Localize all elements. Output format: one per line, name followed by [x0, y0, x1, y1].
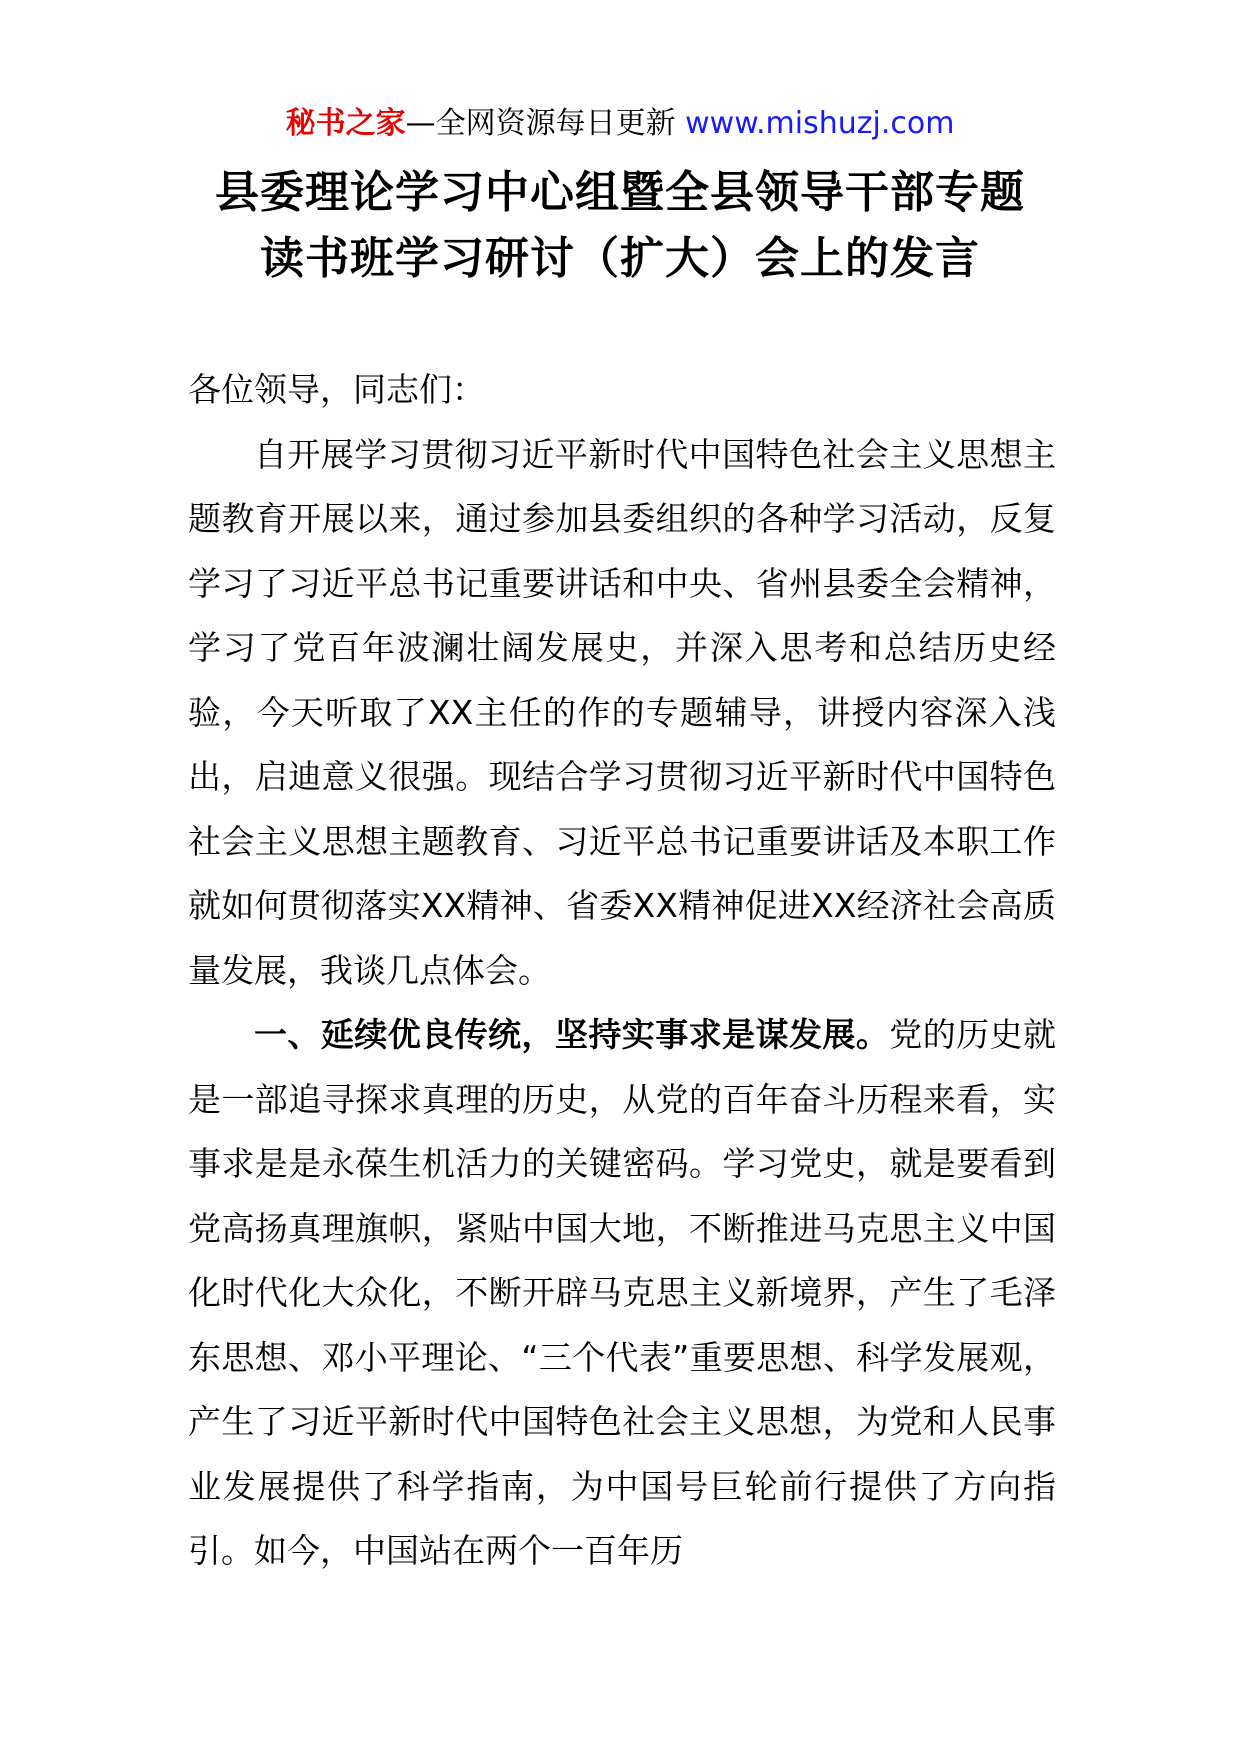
- document-title: [0, 160, 1240, 292]
- banner-url-link[interactable]: www.mishuzj.com: [685, 106, 955, 141]
- document-body: [188, 358, 1056, 1584]
- paragraph-intro: 自开展学习贯彻习近平新时代中国特色社会主义思想主题教育开展以来，通过参加县委组织的各种学习活动，反复学习了习近平总书记重要讲话和中央、省州县委全会精神，学习了党百年波澜壮阔发展史，并深入思考和总结历史经验，今天听取了XX主任的作的专题辅导，讲授内容深入浅出，启迪意义很强。现结合学习贯彻习近平新时代中国特色社会主义思想主题教育、习近平总书记重要讲话及本职工作就如何贯彻落实XX精神、省委XX精神促进XX经济社会高质量发展，我谈几点体会。: [188, 434, 1056, 990]
- banner-brand: 秘书之家: [285, 106, 406, 141]
- banner-tagline: —全网资源每日更新: [405, 106, 686, 141]
- site-banner: [0, 104, 1240, 144]
- title-line-1: 县委理论学习中心组暨全县领导干部专题: [215, 167, 1025, 218]
- paragraph-section-1: [188, 1003, 1056, 1584]
- section-1-heading: 一、延续优良传统，坚持实事求是谋发展。: [254, 1015, 890, 1054]
- title-line-2: 读书班学习研讨（扩大）会上的发言: [260, 233, 980, 284]
- section-1-text: 党的历史就是一部追寻探求真理的历史，从党的百年奋斗历程来看，实事求是是永葆生机活力的关键密码。学习党史，就是要看到党高扬真理旗帜，紧贴中国大地，不断推进马克思主义中国化时代化大众化，不断开辟马克思主义新境界，产生了毛泽东思想、邓小平理论、“三个代表”重要思想、科学发展观，产生了习近平新时代中国特色社会主义思想，为党和人民事业发展提供了科学指南，为中国号巨轮前行提供了方向指引。如今，中国站在两个一百年历: [188, 1015, 1057, 1570]
- salutation: 各位领导，同志们：: [188, 370, 485, 409]
